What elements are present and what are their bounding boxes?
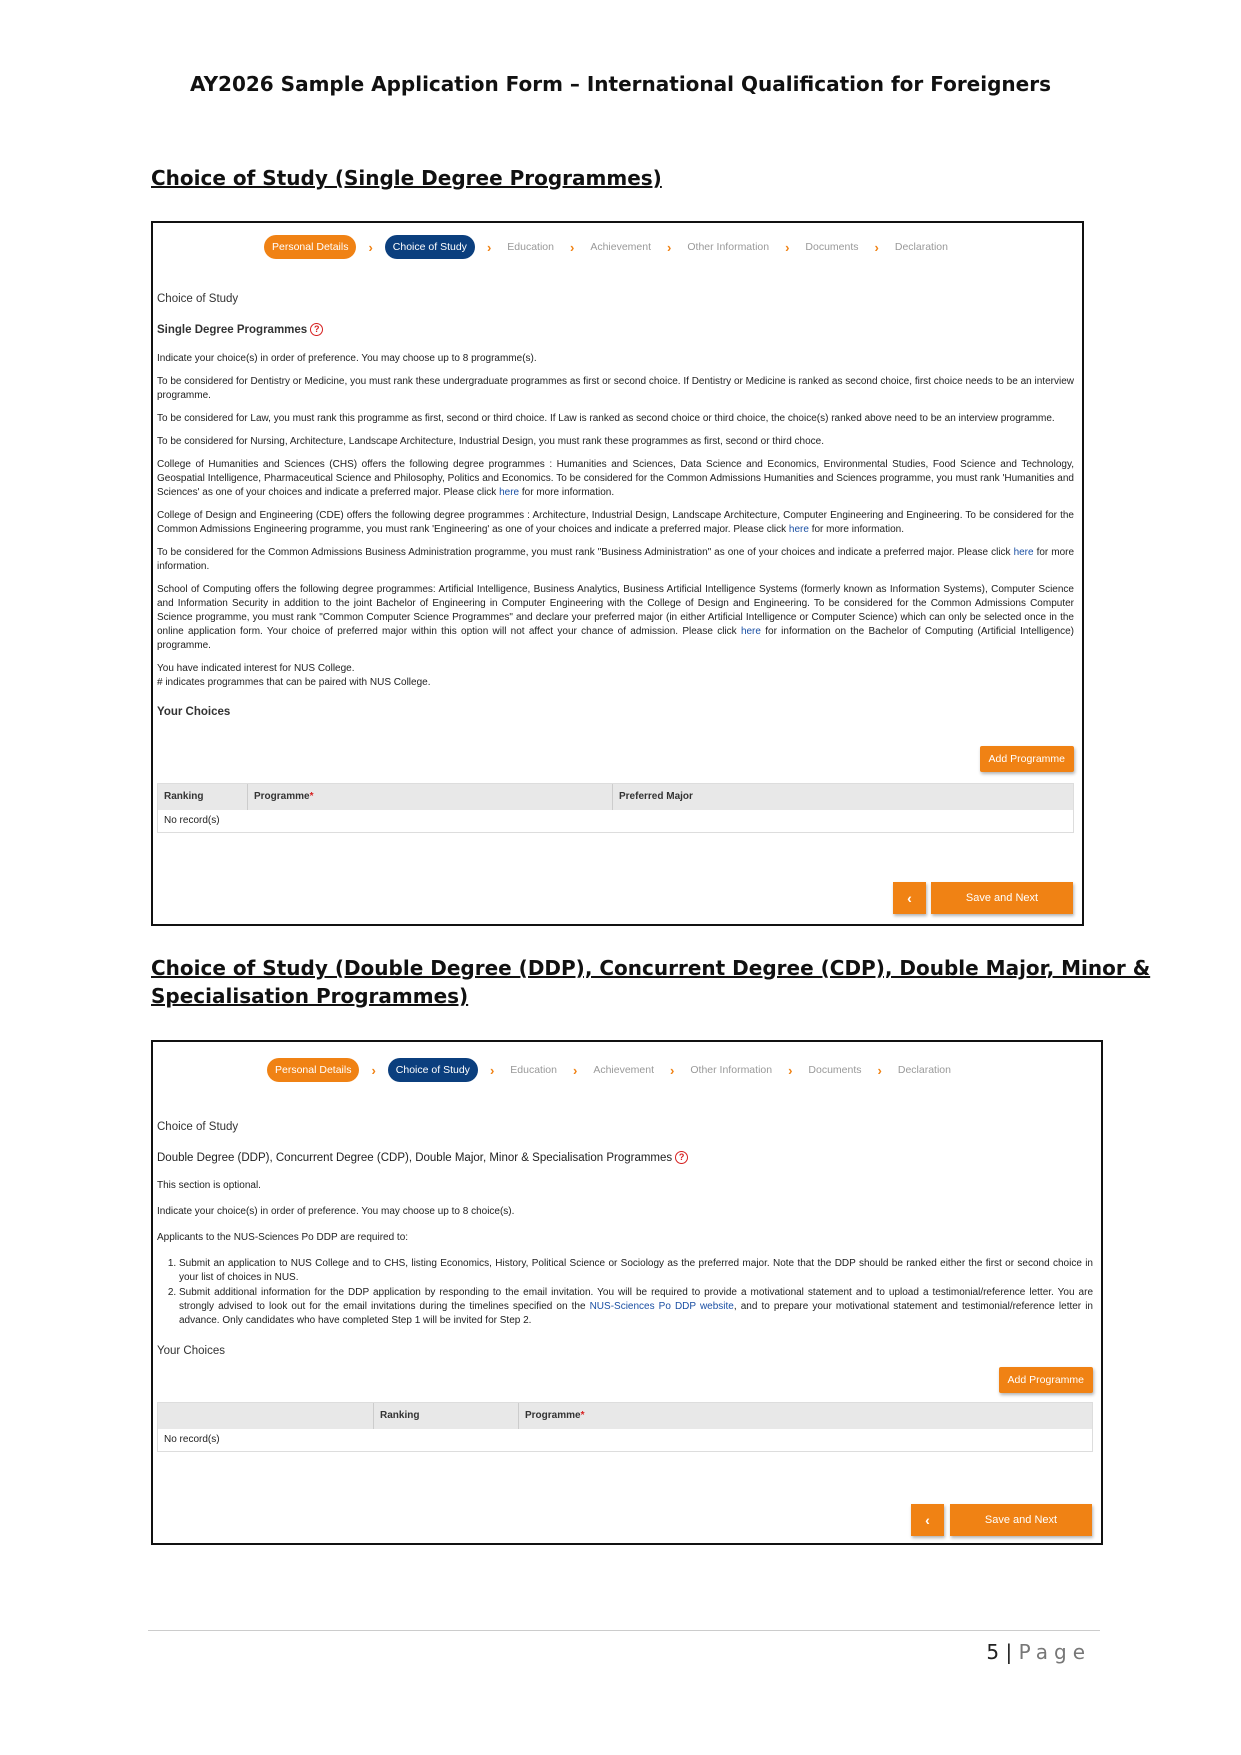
col-ranking: Ranking <box>158 784 248 810</box>
chevron-right-icon: › <box>489 1062 495 1078</box>
chevron-left-icon[interactable]: ‹ <box>911 1504 944 1536</box>
nus-college-pairing-note: # indicates programmes that can be paired with NUS College. <box>157 677 431 688</box>
progress-steps <box>264 235 952 259</box>
step-documents[interactable]: Documents <box>805 241 859 253</box>
cde-note: College of Design and Engineering (CDE) offers the following degree programmes : Architecture, Industrial Design, Landscape Architecture, Computer Engineering and Engineering. To be considered for the Common Admissions Engineering programme, you must rank 'Engineering' as one of your choices and indicate a preferred major. Please click here for more information. <box>157 510 1074 535</box>
business-info-link[interactable]: here <box>1013 547 1034 558</box>
choices-table <box>157 783 1074 833</box>
section-heading-single: Choice of Study (Single Degree Programmes) <box>151 166 662 190</box>
page-separator: | <box>1005 1640 1013 1664</box>
content-single <box>157 293 1074 718</box>
col-blank <box>158 1403 374 1429</box>
your-choices-heading: Your Choices <box>157 706 231 718</box>
list-item: 2. Submit additional information for the DDP application by responding to the email invitation. You will be required to provide a motivational statement and to upload a testimonial/reference letter. You are strongly advised to look out for the email invitations during the timelines specified on the NUS-Sciences Po DDP website, and to prepare your motivational statement and testimonial/reference letter in advance. Only candidates who have completed Step 1 will be invited for Step 2. <box>179 1286 1093 1328</box>
page-word: Page <box>1018 1640 1091 1664</box>
help-circle-icon[interactable]: ? <box>310 323 323 336</box>
step-declaration[interactable]: Declaration <box>894 241 948 253</box>
sub-heading <box>157 323 1074 336</box>
page-heading: Choice of Study <box>157 293 239 305</box>
table-row: No record(s) <box>164 815 220 826</box>
chevron-left-icon[interactable]: ‹ <box>893 882 926 914</box>
document-title: AY2026 Sample Application Form – International Qualification for Foreigners <box>190 72 1051 96</box>
sciences-po-ddp-link[interactable]: NUS-Sciences Po DDP website <box>589 1301 734 1312</box>
chevron-right-icon: › <box>874 239 879 255</box>
sub-heading-text: Single Degree Programmes <box>157 323 308 336</box>
page-heading: Choice of Study <box>157 1121 239 1133</box>
help-circle-icon[interactable]: ? <box>675 1151 688 1164</box>
section-heading-ddp <box>151 954 1150 1010</box>
save-and-next-button[interactable]: Save and Next <box>931 882 1073 914</box>
step-personal-details[interactable]: Personal Details <box>264 235 356 259</box>
list-item: 1. Submit an application to NUS College and to CHS, listing Economics, History, Political Science or Sociology as the preferred major. Note that the DDP should be ranked either the first or second choice in your list of choices in NUS. <box>179 1257 1093 1285</box>
chs-note: College of Humanities and Sciences (CHS) offers the following degree programmes : Humanities and Sciences, Data Science and Economics, Environmental Studies, Food Science and Technology, Geospatial Intelligence, Pharmaceutical Science and Philosophy, Politics and Economics. To be considered for the Common Admissions Humanities and Sciences programme, you must rank 'Humanities and Sciences' as one of your choices and indicate a preferred major. Please click here for more information. <box>157 459 1074 498</box>
computing-info-link[interactable]: here <box>740 626 761 637</box>
your-choices-heading: Your Choices <box>157 1345 225 1357</box>
step-education[interactable]: Education <box>507 241 554 253</box>
chevron-right-icon: › <box>877 1062 882 1078</box>
sub-heading-text: Double Degree (DDP), Concurrent Degree (CDP), Double Major, Minor & Specialisation Programmes <box>157 1151 673 1164</box>
screenshot-single-degree <box>151 221 1084 926</box>
optional-note: This section is optional. <box>157 1180 261 1191</box>
dentistry-medicine-note: To be considered for Dentistry or Medicine, you must rank these undergraduate programmes as first or second choice. If Dentistry or Medicine is ranked as second choice, first choice needs to be an interview programme. <box>157 376 1074 401</box>
section-heading-ddp-line1: Choice of Study (Double Degree (DDP), Concurrent Degree (CDP), Double Major, Minor & <box>151 956 1151 980</box>
step-other-information[interactable]: Other Information <box>687 241 770 253</box>
screenshot-double-degree <box>151 1040 1103 1545</box>
sciences-po-intro: Applicants to the NUS-Sciences Po DDP are required to: <box>157 1232 409 1243</box>
sub-heading <box>157 1151 1093 1164</box>
table-header <box>158 784 1073 810</box>
col-programme: Programme* <box>248 784 613 810</box>
save-and-next-button[interactable]: Save and Next <box>950 1504 1092 1536</box>
chevron-right-icon: › <box>486 239 492 255</box>
law-note: To be considered for Law, you must rank this programme as first, second or third choice. If Law is ranked as second choice or third choice, the choice(s) ranked above need to be an interview programme. <box>157 413 1055 424</box>
step-personal-details[interactable]: Personal Details <box>267 1058 359 1082</box>
page-number <box>986 1640 1091 1664</box>
content-ddp <box>157 1121 1093 1357</box>
chevron-right-icon: › <box>785 239 790 255</box>
nursing-architecture-note: To be considered for Nursing, Architecture, Landscape Architecture, Industrial Design, you must rank these programmes as first, second or third choce. <box>157 436 824 447</box>
step-achievement[interactable]: Achievement <box>593 1064 655 1076</box>
add-programme-button[interactable]: Add Programme <box>980 746 1074 772</box>
business-note: To be considered for the Common Admissions Business Administration programme, you must rank "Business Administration" as one of your choices and indicate a preferred major. Please click here for more information. <box>157 547 1075 572</box>
step-education[interactable]: Education <box>510 1064 557 1076</box>
computing-note: School of Computing offers the following degree programmes: Artificial Intelligence, Business Analytics, Business Artificial Intelligence Systems (formerly known as Information Systems), Computer Science and Information Security in addition to the joint Bachelor of Engineering in Computer Engineering with the College of Design and Engineering. To be considered for the Common Admissions Computer Science programme, you must rank "Common Computer Science Programmes" and declare your preferred major (in either Artificial Intelligence or Computer Science) which can only be selected once in the online application form. Your choice of preferred major within this option will not affect your chance of admission. Please click here for information on the Bachelor of Computing (Artificial Intelligence) programme. <box>157 584 1075 651</box>
chevron-right-icon: › <box>371 1062 376 1078</box>
instruction-text: Indicate your choice(s) in order of preference. You may choose up to 8 choice(s). <box>157 1206 515 1217</box>
step-achievement[interactable]: Achievement <box>590 241 652 253</box>
add-programme-button[interactable]: Add Programme <box>999 1367 1093 1393</box>
chevron-right-icon: › <box>569 239 575 255</box>
col-programme: Programme* <box>525 1410 585 1421</box>
footer-divider <box>148 1630 1100 1631</box>
section-heading-ddp-line2: Specialisation Programmes) <box>151 984 469 1008</box>
col-ranking: Ranking <box>374 1403 519 1429</box>
instruction-text: Indicate your choice(s) in order of preference. You may choose up to 8 programme(s). <box>157 353 537 364</box>
choices-table <box>157 1402 1093 1452</box>
step-documents[interactable]: Documents <box>808 1064 862 1076</box>
table-header <box>158 1403 1092 1429</box>
col-preferred-major: Preferred Major <box>619 791 693 802</box>
step-choice-of-study[interactable]: Choice of Study <box>385 235 475 259</box>
cde-info-link[interactable]: here <box>788 524 809 535</box>
chevron-right-icon: › <box>788 1062 793 1078</box>
progress-steps <box>267 1058 955 1082</box>
step-other-information[interactable]: Other Information <box>690 1064 773 1076</box>
step-declaration[interactable]: Declaration <box>897 1064 951 1076</box>
chevron-right-icon: › <box>572 1062 578 1078</box>
nus-college-interest: You have indicated interest for NUS College. <box>157 663 355 674</box>
sciences-po-steps <box>157 1257 1093 1328</box>
page-number-value: 5 <box>986 1640 1000 1664</box>
table-row: No record(s) <box>164 1434 220 1445</box>
step-choice-of-study[interactable]: Choice of Study <box>388 1058 478 1082</box>
chs-info-link[interactable]: here <box>499 487 520 498</box>
chevron-right-icon: › <box>368 239 373 255</box>
chevron-right-icon: › <box>667 239 672 255</box>
chevron-right-icon: › <box>670 1062 675 1078</box>
